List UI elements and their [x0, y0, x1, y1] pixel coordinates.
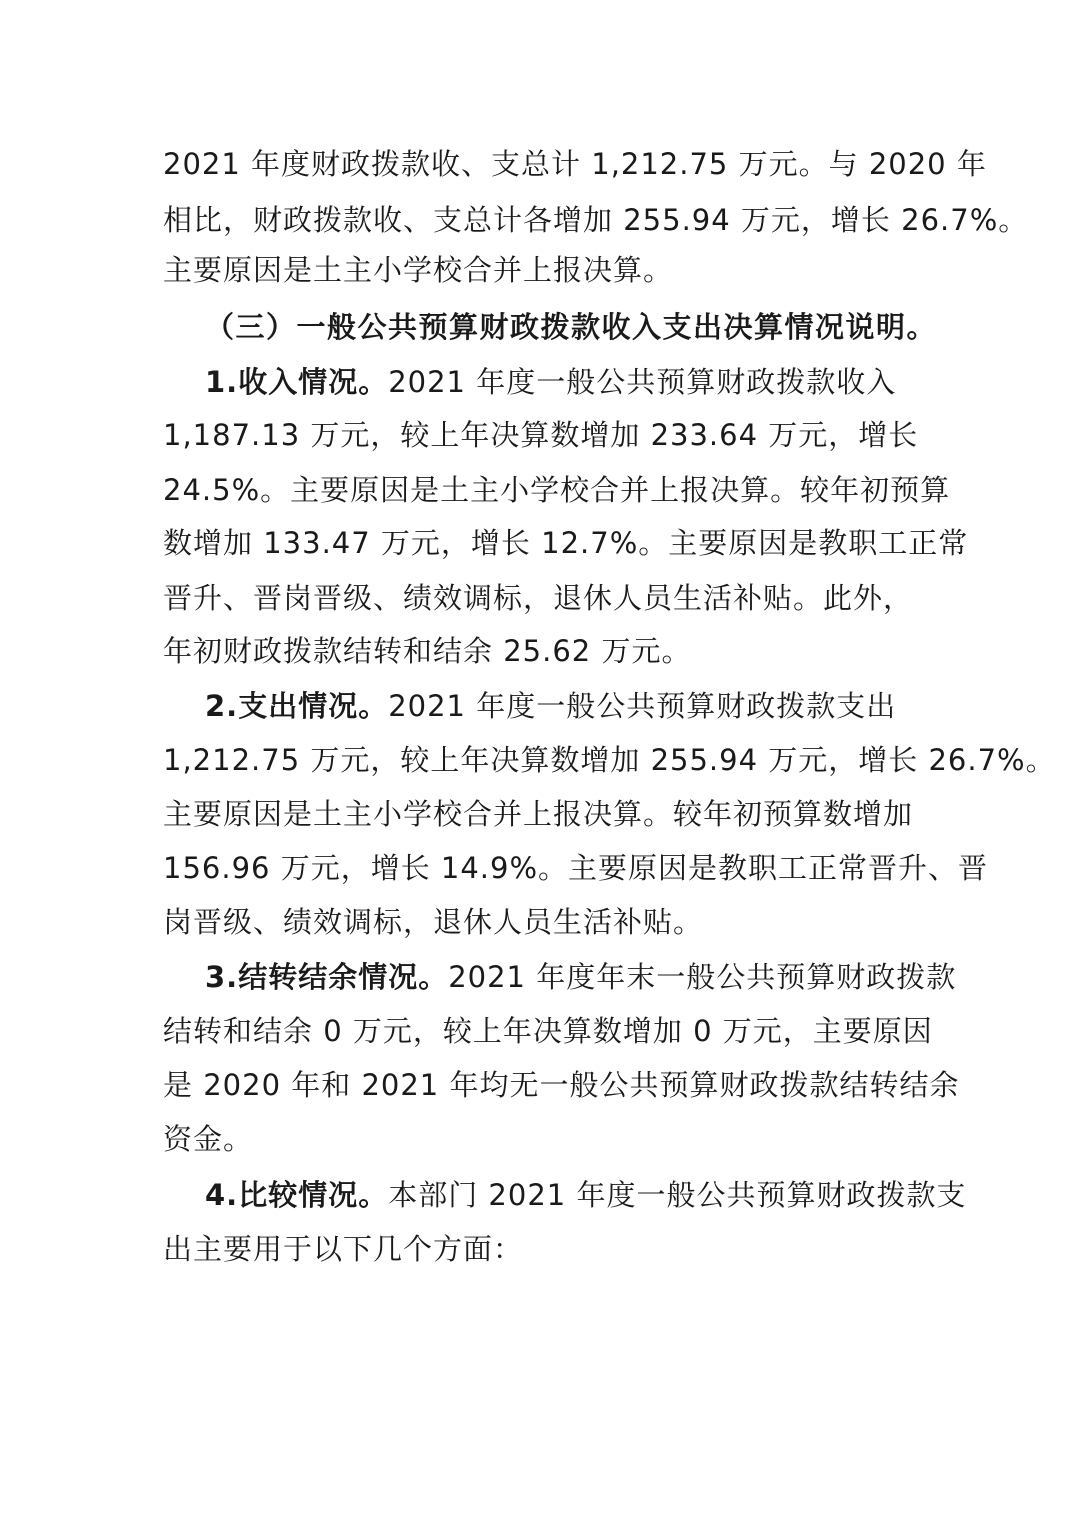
carryover-line-2: 结转和结余 0 万元，较上年决算数增加 0 万元，主要原因 [163, 1014, 933, 1048]
expenditure-line-2: 1,212.75 万元，较上年决算数增加 255.94 万元，增长 26.7%。 [163, 743, 1056, 777]
expenditure-paragraph-first-line [205, 686, 896, 726]
intro-line-3: 主要原因是土主小学校合并上报决算。 [163, 253, 674, 287]
intro-line-2: 相比，财政拨款收、支总计各增加 255.94 万元，增长 26.7%。 [163, 203, 1029, 237]
carryover-label: 3.结转结余情况。 [205, 960, 449, 994]
expenditure-line-5: 岗晋级、绩效调标，退休人员生活补贴。 [163, 905, 704, 939]
expenditure-label: 2.支出情况。 [205, 689, 389, 723]
comparison-label: 4.比较情况。 [205, 1178, 389, 1212]
expenditure-first-line-text: 2021 年度一般公共预算财政拨款支出 [388, 689, 897, 723]
income-line-2: 1,187.13 万元，较上年决算数增加 233.64 万元，增长 [163, 418, 919, 452]
income-first-line-text: 2021 年度一般公共预算财政拨款收入 [388, 365, 897, 399]
income-line-6: 年初财政拨款结转和结余 25.62 万元。 [163, 634, 692, 668]
carryover-paragraph-first-line [205, 957, 956, 997]
comparison-first-line-text: 本部门 2021 年度一般公共预算财政拨款支 [388, 1178, 967, 1212]
income-line-4: 数增加 133.47 万元，增长 12.7%。主要原因是教职工正常 [163, 526, 969, 560]
income-line-3: 24.5%。主要原因是土主小学校合并上报决算。较年初预算 [163, 473, 951, 507]
comparison-line-2: 出主要用于以下几个方面： [163, 1232, 524, 1266]
carryover-line-3: 是 2020 年和 2021 年均无一般公共预算财政拨款结转结余 [163, 1068, 960, 1102]
section-heading: （三）一般公共预算财政拨款收入支出决算情况说明。 [205, 310, 938, 344]
comparison-paragraph-first-line [205, 1175, 966, 1215]
income-label: 1.收入情况。 [205, 365, 389, 399]
income-paragraph-first-line [205, 362, 896, 402]
intro-line-1: 2021 年度财政拨款收、支总计 1,212.75 万元。与 2020 年 [163, 147, 987, 181]
income-line-5: 晋升、晋岗晋级、绩效调标，退休人员生活补贴。此外， [163, 581, 914, 615]
expenditure-line-4: 156.96 万元，增长 14.9%。主要原因是教职工正常晋升、晋 [163, 851, 989, 885]
carryover-line-4: 资金。 [163, 1122, 254, 1156]
expenditure-line-3: 主要原因是土主小学校合并上报决算。较年初预算数增加 [163, 797, 914, 831]
carryover-first-line-text: 2021 年度年末一般公共预算财政拨款 [448, 960, 957, 994]
